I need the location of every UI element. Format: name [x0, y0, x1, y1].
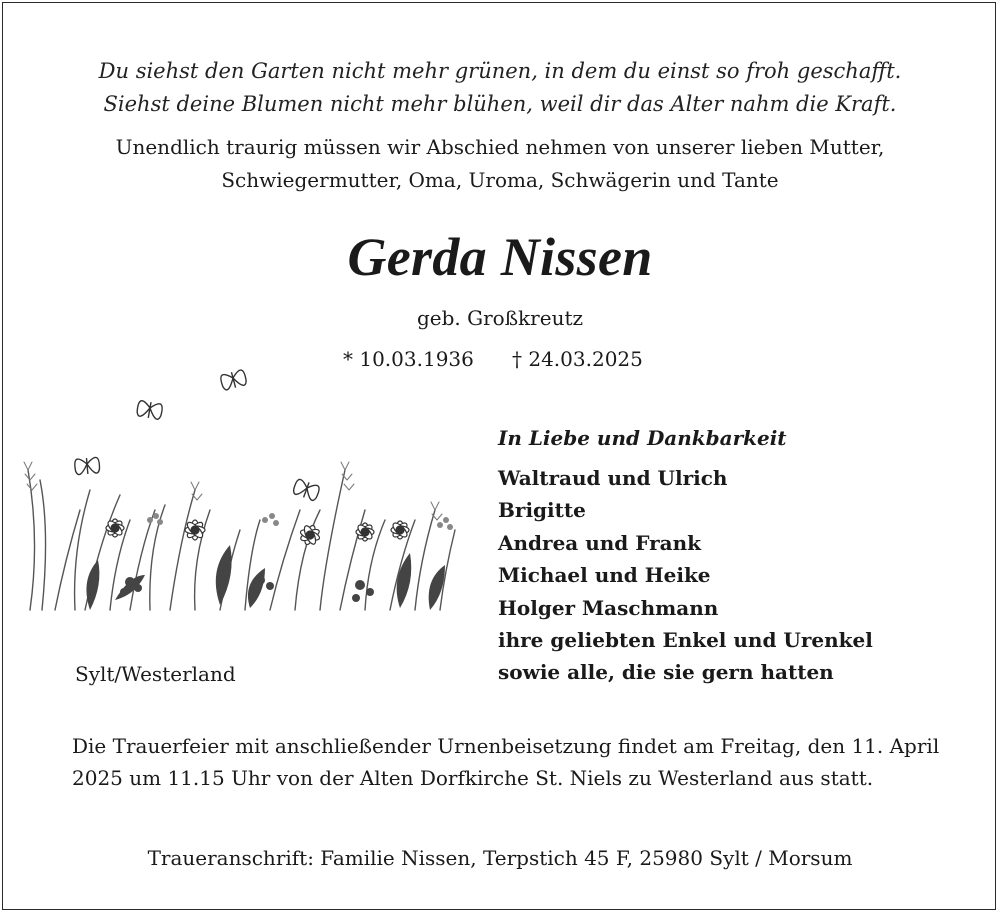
poem-line-2: Siehst deine Blumen nicht mehr blühen, weil dir das Alter nahm die Kraft. — [103, 92, 897, 116]
mourner-name: ihre geliebten Enkel und Urenkel — [498, 628, 873, 653]
poem — [0, 55, 1000, 121]
intro-line-2: Schwiegermutter, Oma, Uroma, Schwägerin und Tante — [221, 168, 779, 192]
mourners — [498, 426, 873, 689]
closing-phrase: In Liebe und Dankbarkeit — [498, 426, 787, 450]
flower-icon — [106, 519, 409, 546]
mourner-list — [498, 462, 873, 689]
mourner-name: Brigitte — [498, 498, 586, 523]
butterfly-icon — [74, 369, 320, 502]
meadow-illustration — [20, 360, 470, 620]
intro-text — [0, 131, 1000, 197]
intro-line-1: Unendlich traurig müssen wir Abschied nehmen von unserer lieben Mutter, — [115, 135, 885, 159]
service-info: Die Trauerfeier mit anschließender Urnenbeisetzung findet am Freitag, den 11. April 2025 um 11.15 Uhr von der Alten Dorfkirche St. Niels zu Westerland aus statt. — [72, 734, 940, 790]
maiden-name: geb. Großkreutz — [416, 306, 584, 330]
place: Sylt/Westerland — [75, 662, 236, 686]
mourner-name: Waltraud und Ulrich — [498, 466, 728, 490]
mourner-name: sowie alle, die sie gern hatten — [498, 660, 834, 685]
mourning-address: Traueranschrift: Familie Nissen, Terpstich 45 F, 25980 Sylt / Morsum — [147, 846, 853, 870]
mourner-name: Holger Maschmann — [498, 595, 719, 620]
mourner-name: Michael und Heike — [498, 563, 711, 588]
birth-date: * 10.03.1936 — [343, 347, 474, 371]
death-date: † 24.03.2025 — [512, 347, 643, 371]
mourner-name: Andrea und Frank — [498, 530, 701, 555]
deceased-name: Gerda Nissen — [347, 227, 653, 287]
poem-line-1: Du siehst den Garten nicht mehr grünen, in dem du einst so froh geschafft. — [98, 59, 902, 83]
